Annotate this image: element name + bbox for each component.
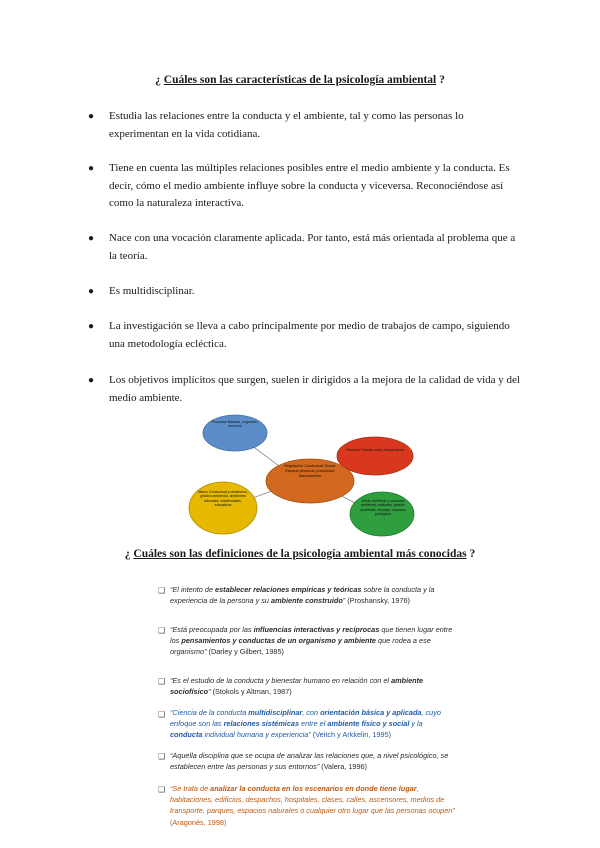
bullet: ● xyxy=(88,286,95,297)
definition-marker: ❑ xyxy=(158,752,166,761)
heading-definitions-text: Cuáles son las definiciones de la psicología ambiental más conocidas xyxy=(133,548,467,560)
diagram-node-basic-processes: Procesos Básicos, cognición, emoción xyxy=(203,415,267,451)
bullet: ● xyxy=(88,163,95,174)
definition-marker: ❑ xyxy=(158,626,166,635)
definition-marker: ❑ xyxy=(158,677,166,686)
bullet: ● xyxy=(88,375,95,386)
definition-darley-gilbert: “Está preocupada por las influencias interactivas y recíprocas que tienen lugar entre los pensamientos y conductas de un organismo y ambiente que rodea a ese organismo” (Darley y Gilbert, 1985) xyxy=(170,625,453,657)
heading-characteristics-text: Cuáles son las características de la psicología ambiental xyxy=(163,74,437,86)
list-item: La investigación se lleva a cabo principalmente por medio de trabajos de campo, siguiendo una metodología ecléctica. xyxy=(109,320,510,350)
diagram-node-physical-factors: Factores Físicos: ruido, temperatura xyxy=(337,437,413,475)
definition-marker: ❑ xyxy=(158,586,166,595)
definition-valera: “Aquella disciplina que se ocupa de analizar las relaciones que, a nivel psicológico, se establecen entre las personas y sus entornos” (Valera, 1996) xyxy=(170,751,449,772)
list-item: Los objetivos implícitos que surgen, suelen ir dirigidos a la mejora de la calidad de vida y del medio ambiente. xyxy=(109,374,520,404)
definition-marker: ❑ xyxy=(158,710,166,719)
bullet: ● xyxy=(88,321,95,332)
psychology-diagram xyxy=(185,408,435,538)
heading-characteristics: ¿ Cuáles son las características de la psicología ambiental ? xyxy=(155,74,445,86)
definition-aragones: “Se trata de analizar la conducta en los escenarios en donde tiene lugar, habitaciones, edificios, despachos, hospitales, clases, calles, ascensores, medios de transporte, parques, espacios naturales o cualquier otro lugar que las personas ocupen” (Aragonés, 1998) xyxy=(170,784,455,827)
heading-definitions: ¿ Cuáles son las definiciones de la psicología ambiental más conocidas ? xyxy=(124,548,476,560)
diagram-node-social-regulation: Regulación Conductual Social: Espacio personal, privacidad, hacinamiento xyxy=(266,459,354,503)
list-item: Es multidisciplinar. xyxy=(109,285,195,297)
bullet: ● xyxy=(88,111,95,122)
list-item: Estudia las relaciones entre la conducta y el ambiente, tal y como las personas lo experimentan en la vida cotidiana. xyxy=(109,110,464,140)
list-item: Nace con una vocación claramente aplicada. Por tanto, está más orientada al problema que a la teoría. xyxy=(109,232,516,262)
definition-proshansky: “El intento de establecer relaciones empíricas y teóricas sobre la conducta y la experiencia de la persona y su ambiente construido” (Proshansky, 1976) xyxy=(170,585,435,606)
definition-veitch-arkkelin: “Ciencia de la conducta multidisciplinar, con orientación básica y aplicada, cuyo enfoque son las relaciones sistémicas entre el ambiente físico y social y la conducta individual humana y experiencia” (Veitch y Arkkelin, 1995) xyxy=(170,708,441,740)
definition-marker: ❑ xyxy=(158,785,166,794)
diagram-node-environment-conduct: Medio ambiente y conducta ambiental: actitudes, gestión ambiental, reciclaje, espacios protegidos xyxy=(350,492,414,536)
diagram-node-behavioral-framework: Marco Conductual y urbanismo, gestión ambiental, ambientes laborales, residenciales, educativos xyxy=(189,482,257,534)
definition-stokols-altman: “Es el estudio de la conducta y bienestar humano en relación con el ambiente sociofísico” (Stokols y Altman, 1987) xyxy=(170,676,424,697)
list-item: Tiene en cuenta las múltiples relaciones posibles entre el medio ambiente y la conducta. Es decir, cómo el medio ambiente influye sobre la conducta y viceversa. Reconociéndose así como la naturaleza interactiva. xyxy=(109,162,510,209)
bullet: ● xyxy=(88,233,95,244)
